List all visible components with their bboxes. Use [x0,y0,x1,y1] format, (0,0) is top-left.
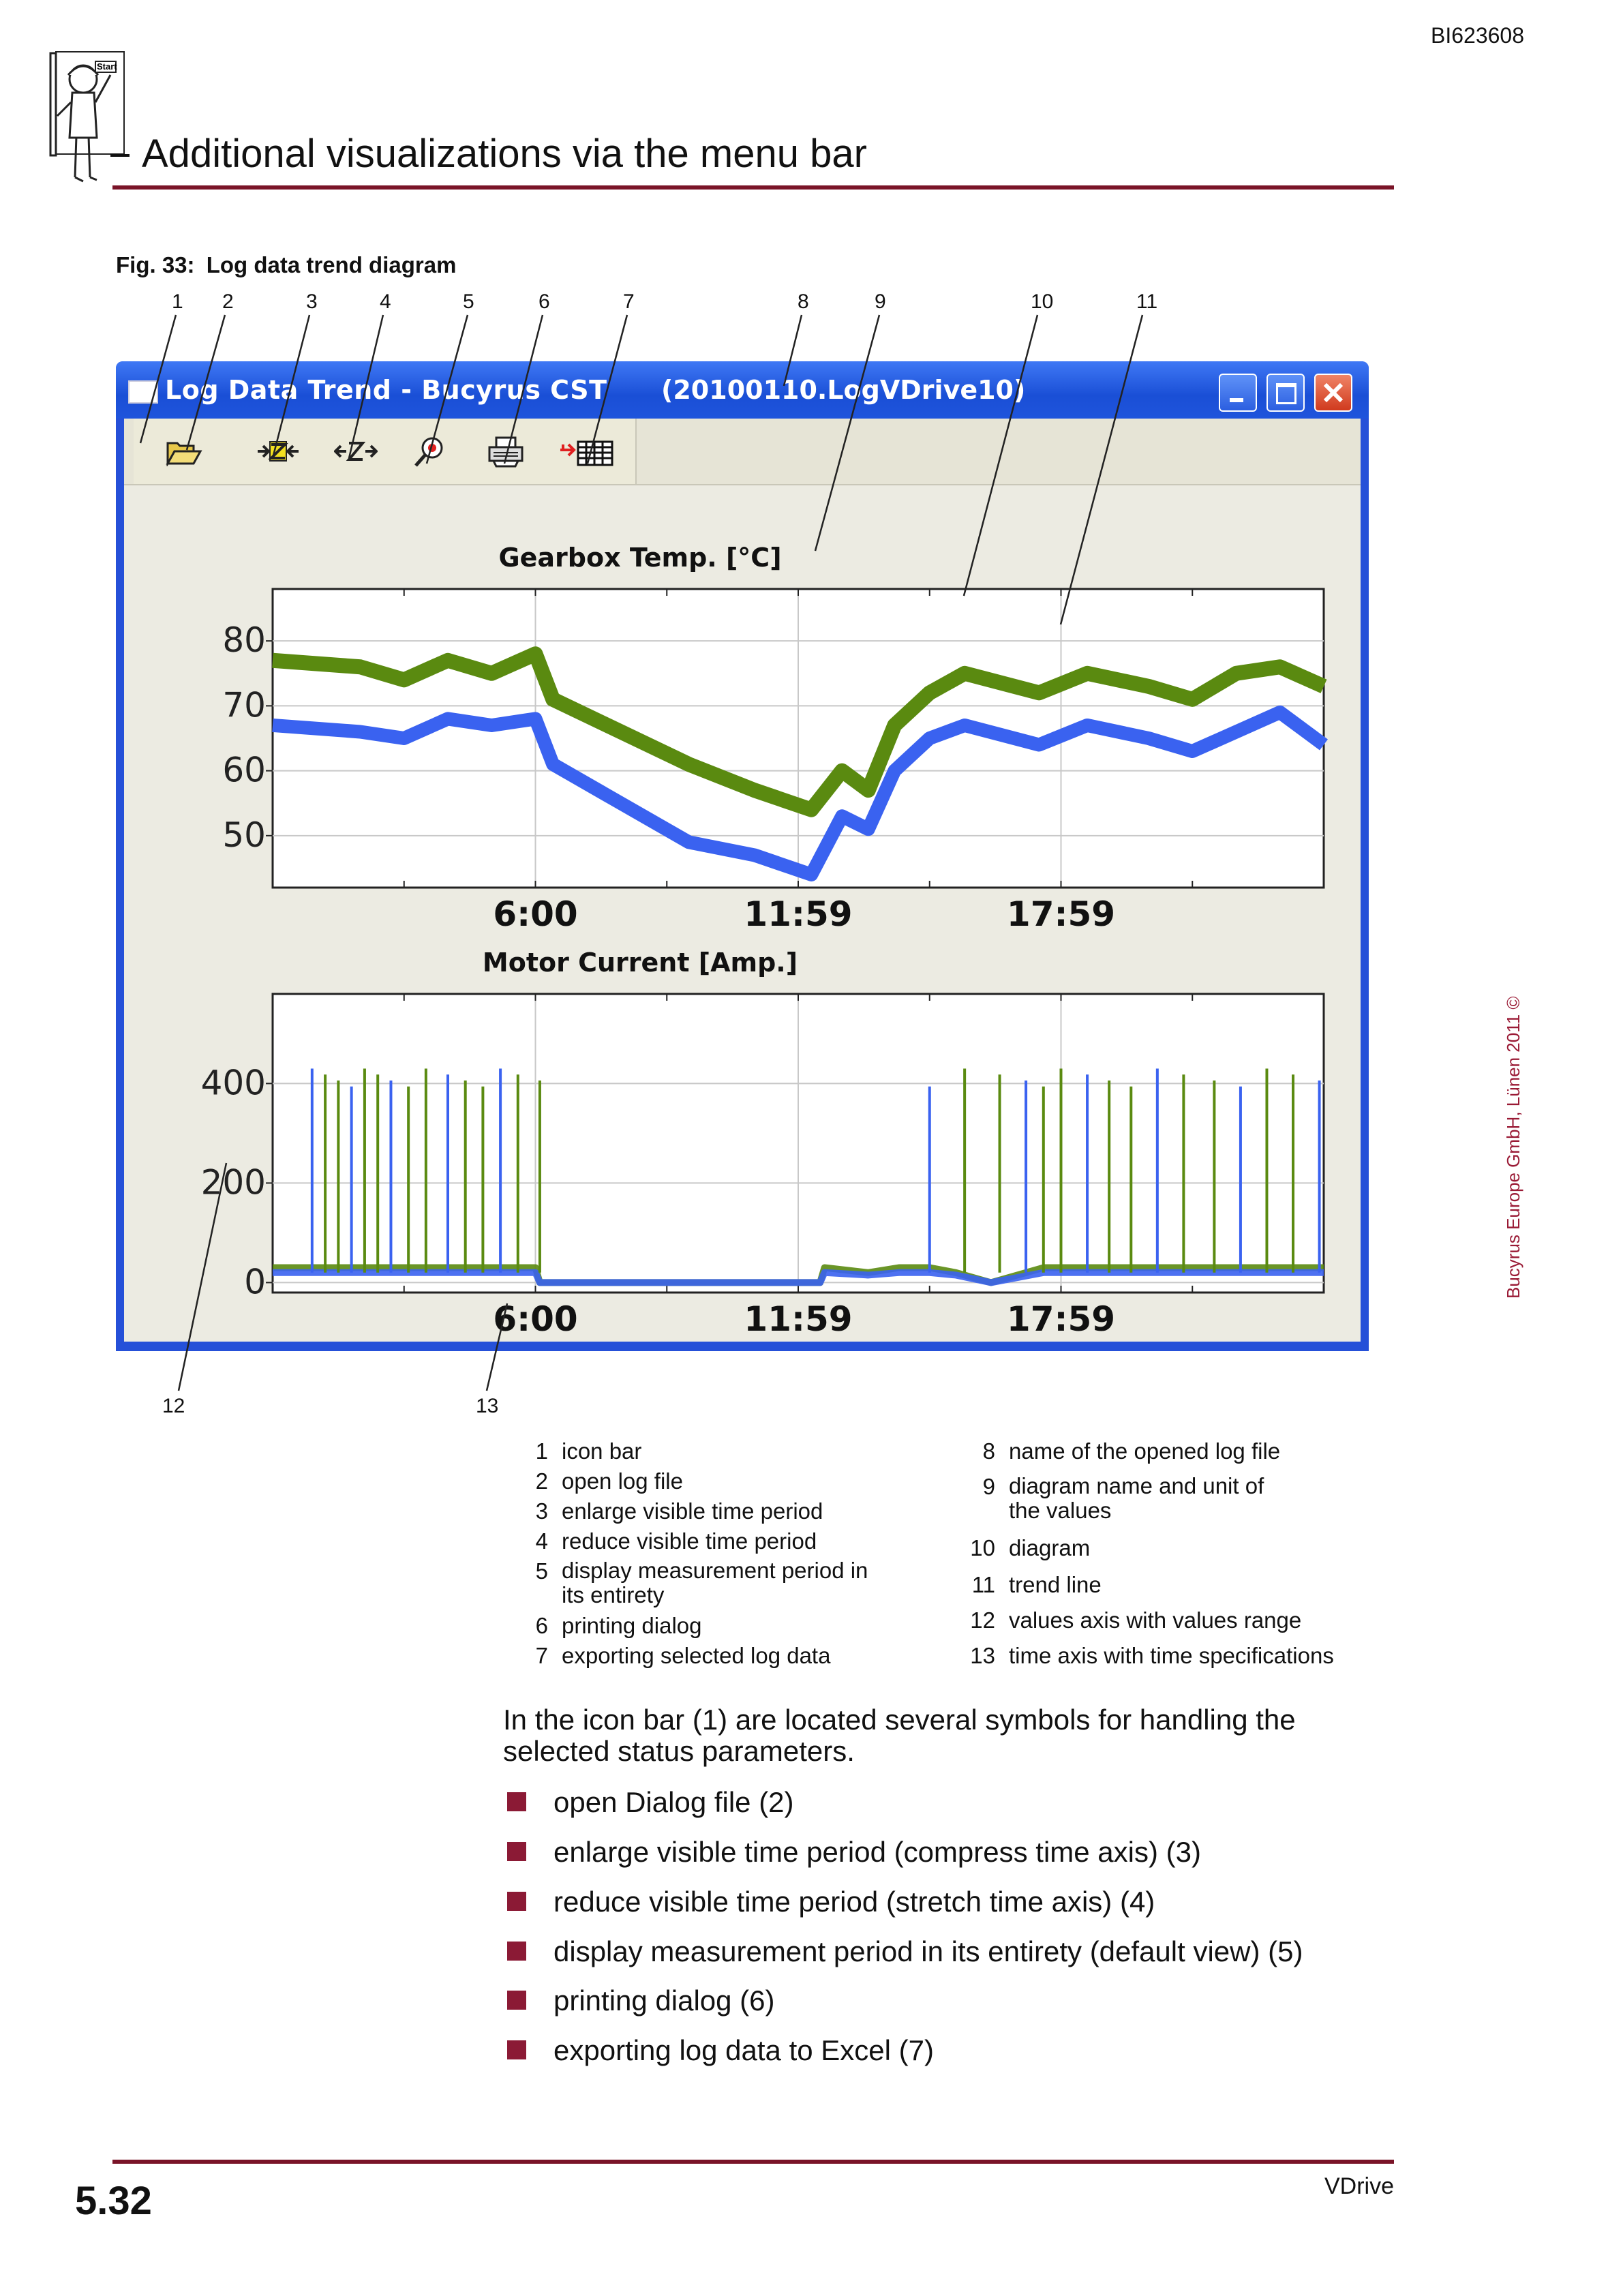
legend-item: 6 printing dialog [535,1613,702,1638]
y-tick-label: 70 [222,685,266,725]
legend-item: 3 enlarge visible time period [535,1498,823,1524]
figure-number: Fig. 33: [116,252,195,277]
legend-item: 12 values axis with values range [970,1607,1302,1633]
log-file-name: (20100110.LogVDrive10) [661,375,1026,405]
legend-item: 11 trend line [971,1572,1102,1597]
legend-item: 9 diagram name and unit of the values [982,1473,1264,1523]
legend-item: 1 icon bar [535,1438,642,1464]
bullet-square [507,1991,526,2010]
legend-item: 8 name of the opened log file [982,1438,1281,1464]
x-tick-label: 6:00 [493,1299,578,1339]
bullet-square [507,1892,526,1911]
bullet-square [507,2040,526,2059]
legend-item: 5 display measurement period in its entirety [535,1558,868,1607]
gearbox-temp-title: Gearbox Temp. [°C] [498,543,782,573]
legend-item: 4 reduce visible time period [535,1528,817,1554]
callout-2: 2 [222,290,234,313]
bullet-item: reduce visible time period (stretch time axis) (4) [507,1886,1155,1920]
y-tick-label: 60 [222,750,266,790]
bullet-item: exporting log data to Excel (7) [507,2034,934,2068]
intro-paragraph: In the icon bar (1) are located several symbols for handling the selected status parameters. [503,1704,1296,1767]
bullet-item: display measurement period in its entirety (default view) (5) [507,1935,1303,1969]
bullet-item: printing dialog (6) [507,1984,775,2019]
bullet-square [507,1942,526,1961]
document-id: BI623608 [1430,23,1524,48]
y-tick-label: 200 [200,1162,266,1203]
bullet-square [507,1792,526,1811]
logo-text: Start [97,61,117,72]
callout-12: 12 [162,1395,185,1417]
x-tick-label: 6:00 [493,894,578,934]
x-tick-label: 11:59 [744,894,853,934]
x-tick-label: 11:59 [744,1299,853,1339]
callout-7: 7 [623,290,635,313]
callout-10: 10 [1031,290,1054,313]
footer-product: VDrive [1324,2173,1394,2199]
bullet-item: enlarge visible time period (compress time axis) (3) [507,1836,1201,1870]
y-tick-label: 400 [200,1063,266,1103]
callout-13: 13 [476,1395,499,1417]
page-title: Additional visualizations via the menu bar [142,132,867,176]
footer-rule [112,2160,1394,2164]
y-tick-label: 0 [244,1262,266,1302]
legend-item: 13 time axis with time specifications [970,1643,1334,1668]
x-tick-label: 17:59 [1006,1299,1116,1339]
bullet-item: open Dialog file (2) [507,1786,794,1820]
x-tick-label: 17:59 [1006,894,1116,934]
page-number: 5.32 [75,2179,152,2223]
callout-1: 1 [172,290,183,313]
legend-item: 2 open log file [535,1468,683,1494]
bullet-list [507,1786,1393,2072]
figure-title: Log data trend diagram [206,252,457,277]
callout-9: 9 [875,290,886,313]
y-tick-label: 50 [222,815,266,855]
callout-4: 4 [380,290,391,313]
callout-11: 11 [1136,290,1158,313]
y-tick-label: 80 [222,620,266,661]
callout-6: 6 [539,290,550,313]
callout-5: 5 [463,290,474,313]
bullet-square [507,1842,526,1861]
legend-item: 10 diagram [970,1535,1091,1560]
legend-item: 7 exporting selected log data [535,1643,831,1668]
callout-8: 8 [798,290,809,313]
copyright-notice: Bucyrus Europe GmbH, Lünen 2011 © [1503,996,1523,1299]
window-title: Log Data Trend - Bucyrus CST [165,375,607,405]
callout-3: 3 [306,290,318,313]
motor-current-title: Motor Current [Amp.] [482,948,798,978]
